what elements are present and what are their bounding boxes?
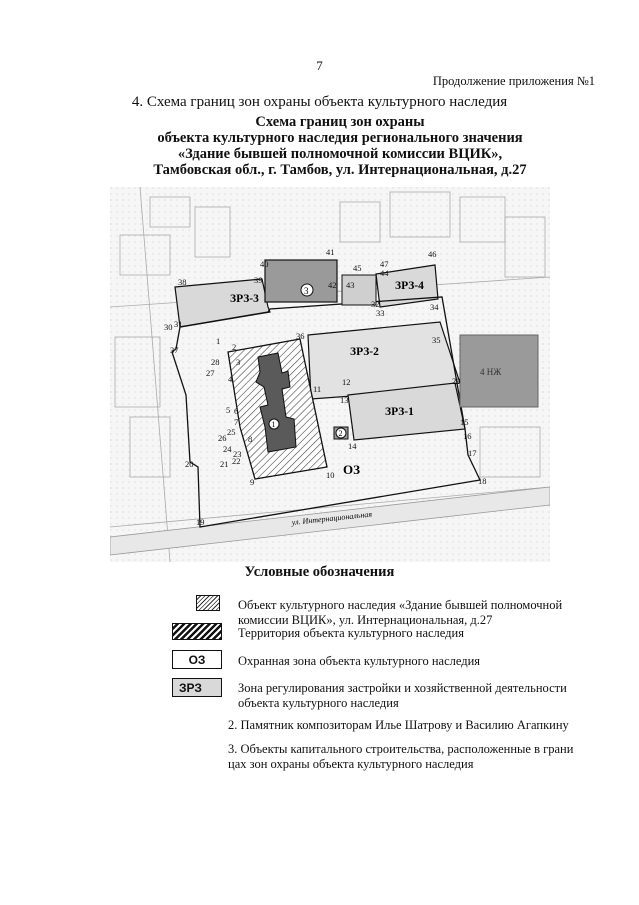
boundary-point-21: 21: [220, 459, 229, 469]
zrz3-label: ЗРЗ-3: [230, 293, 259, 305]
boundary-point-30: 30: [164, 322, 173, 332]
boundary-point-42: 42: [328, 280, 337, 290]
title-line-3: «Здание бывшей полномочной комиссии ВЦИК»,: [177, 146, 503, 162]
boundary-point-11: 11: [313, 384, 322, 394]
boundary-point-8: 8: [248, 434, 253, 444]
boundary-point-44: 44: [380, 268, 389, 278]
boundary-point-25: 25: [227, 427, 236, 437]
title-line-1: Схема границ зон охраны: [255, 114, 425, 130]
zone-map: [110, 187, 550, 562]
appendix-continuation: Продолжение приложения №1: [432, 74, 595, 88]
legend-territory-swatch: [172, 623, 222, 640]
legend-territory-text: Территория объекта культурного наследия: [238, 626, 464, 640]
oz-label: ОЗ: [343, 462, 360, 477]
legend-object-line2: комиссии ВЦИК», ул. Интернациональная, д.27: [238, 613, 493, 627]
boundary-point-40: 40: [260, 259, 269, 269]
boundary-point-47: 47: [380, 259, 389, 269]
boundary-point-23: 23: [233, 449, 242, 459]
legend-zrz-line1: Зона регулирования застройки и хозяйственной деятельности: [238, 681, 567, 695]
building-label: 4 НЖ: [480, 367, 502, 377]
boundary-point-1: 1: [216, 336, 221, 346]
boundary-point-33: 33: [376, 308, 385, 318]
boundary-point-26: 26: [218, 433, 227, 443]
boundary-point-18: 18: [478, 476, 487, 486]
title-line-2: объекта культурного наследия регионального значения: [157, 130, 523, 146]
boundary-point-36: 36: [296, 331, 305, 341]
scheme-title: [60, 114, 620, 178]
street-label: ул. Интернациональная: [291, 509, 373, 527]
boundary-point-10: 10: [326, 470, 335, 480]
boundary-point-22: 22: [232, 456, 241, 466]
legend-zrz-text: [238, 681, 567, 711]
boundary-point-16: 16: [463, 431, 472, 441]
legend-oz-text: Охранная зона объекта культурного наследия: [238, 654, 481, 668]
boundary-point-7: 7: [234, 417, 239, 427]
legend-title: Условные обозначения: [244, 564, 395, 580]
zrz2-label: ЗРЗ-2: [350, 346, 379, 358]
legend-note-3-line2: цах зон охраны объекта культурного наследия: [228, 757, 474, 771]
boundary-point-29: 29: [452, 376, 461, 386]
boundary-point-9: 9: [250, 477, 255, 487]
legend-oz-swatch: ОЗ: [172, 650, 222, 669]
boundary-point-4: 4: [228, 374, 233, 384]
legend-note-3-line1: 3. Объекты капитального строительства, расположенные в грани: [228, 742, 574, 756]
boundary-point-27: 27: [206, 368, 215, 378]
marker-1-label: 1: [271, 420, 276, 429]
boundary-point-41: 41: [326, 247, 335, 257]
page-number: 7: [316, 58, 323, 73]
boundary-point-2: 2: [232, 342, 237, 352]
boundary-point-17: 17: [468, 448, 477, 458]
boundary-point-24: 24: [223, 444, 232, 454]
boundary-point-45: 45: [353, 263, 362, 273]
legend-object-swatch: [196, 595, 220, 611]
section-heading: 4. Схема границ зон охраны объекта культурного наследия: [131, 94, 508, 110]
marker-2-label: 2: [338, 429, 343, 438]
boundary-point-13: 13: [340, 395, 349, 405]
boundary-point-31: 31: [174, 319, 183, 329]
boundary-point-20: 20: [185, 459, 194, 469]
boundary-point-19: 19: [196, 517, 205, 527]
zrz1-label: ЗРЗ-1: [385, 406, 414, 418]
boundary-point-43: 43: [346, 280, 355, 290]
boundary-point-3: 3: [236, 357, 241, 367]
legend-object-line1: Объект культурного наследия «Здание бывшей полномочной: [238, 598, 563, 612]
boundary-point-38: 38: [178, 277, 187, 287]
legend-note-3: [228, 742, 573, 772]
boundary-point-35: 35: [432, 335, 441, 345]
boundary-point-12: 12: [342, 377, 351, 387]
legend-zrz-swatch: ЗРЗ: [172, 678, 222, 697]
zrz4-label: ЗРЗ-4: [395, 280, 424, 292]
title-line-4: Тамбовская обл., г. Тамбов, ул. Интернациональная, д.27: [153, 162, 527, 178]
boundary-point-14: 14: [348, 441, 357, 451]
boundary-point-6: 6: [234, 406, 239, 416]
boundary-point-37: 37: [170, 345, 179, 355]
boundary-point-5: 5: [226, 405, 231, 415]
boundary-point-46: 46: [428, 249, 437, 259]
legend-object-text: [238, 598, 562, 628]
boundary-point-28: 28: [211, 357, 220, 367]
boundary-point-15: 15: [460, 417, 469, 427]
legend-note-2: 2. Памятник композиторам Илье Шатрову и Василию Агапкину: [228, 718, 569, 732]
marker-3-label: 3: [304, 286, 309, 296]
building-3: [265, 260, 337, 302]
legend-zrz-line2: объекта культурного наследия: [238, 696, 399, 710]
boundary-point-34: 34: [430, 302, 439, 312]
boundary-point-39: 39: [254, 275, 263, 285]
boundary-point-32: 32: [371, 299, 380, 309]
